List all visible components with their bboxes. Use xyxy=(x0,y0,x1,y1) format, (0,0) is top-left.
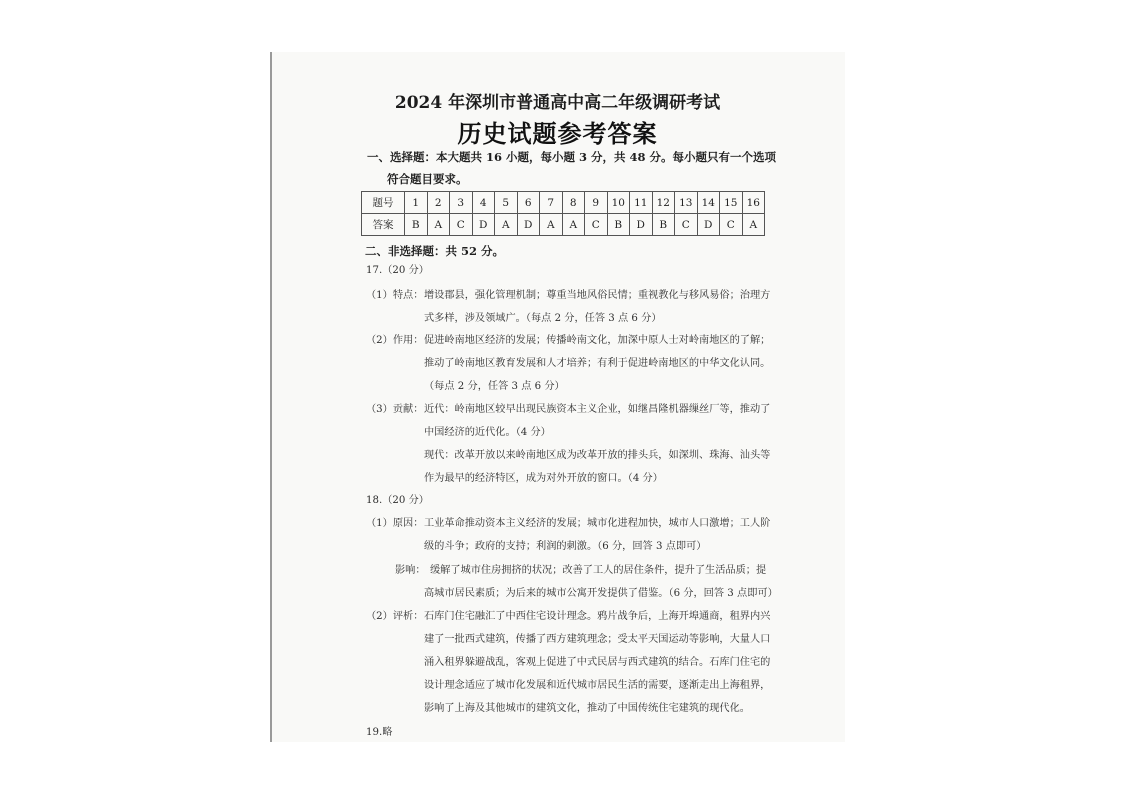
answer-cell: B xyxy=(607,214,630,236)
answer-cell: C xyxy=(450,214,473,236)
q18-part2-line: 设计理念适应了城市化发展和近代城市居民生活的需要，逐渐走出上海租界， xyxy=(424,680,771,691)
q17-part2-line: 促进岭南地区经济的发展；传播岭南文化，加深中原人士对岭南地区的了解； xyxy=(424,335,771,346)
answer-table xyxy=(361,191,765,236)
table-row xyxy=(362,214,765,236)
q18-part1-line: 级的斗争；政府的支持；利润的刺激。（6 分，回答 3 点即可） xyxy=(424,541,707,552)
question-number-cell: 6 xyxy=(517,192,540,214)
answer-cell: C xyxy=(585,214,608,236)
q18-part2-line: 影响了上海及其他城市的建筑文化，推动了中国传统住宅建筑的现代化。 xyxy=(424,703,750,714)
answer-cell: D xyxy=(472,214,495,236)
question-number-cell: 8 xyxy=(562,192,585,214)
q18-part2-label: （2）评析： xyxy=(366,611,424,622)
table-header-cell: 题号 xyxy=(362,192,405,214)
q19-heading: 19.略 xyxy=(366,727,393,738)
question-number-cell: 13 xyxy=(675,192,698,214)
q18-heading: 18.（20 分） xyxy=(366,495,429,506)
question-number-cell: 11 xyxy=(630,192,653,214)
q17-part2-label: （2）作用： xyxy=(366,335,424,346)
q18-part2-line: 建了一批西式建筑，传播了西方建筑理念；受太平天国运动等影响，大量人口 xyxy=(424,634,771,645)
q18-part2-line: 涌入租界躲避战乱，客观上促进了中式民居与西式建筑的结合。石库门住宅的 xyxy=(424,657,771,668)
q17-part3-line: 作为最早的经济特区，成为对外开放的窗口。（4 分） xyxy=(424,473,663,484)
question-number-cell: 5 xyxy=(495,192,518,214)
answer-cell: C xyxy=(675,214,698,236)
answer-cell: A xyxy=(427,214,450,236)
answer-cell: B xyxy=(405,214,428,236)
q17-heading: 17.（20 分） xyxy=(366,265,429,276)
exam-title: 2024 年深圳市普通高中高二年级调研考试 xyxy=(394,93,721,113)
answer-cell: D xyxy=(517,214,540,236)
q18-effect-line: 高城市居民素质；为后来的城市公寓开发提供了借鉴。（6 分，回答 3 点即可） xyxy=(424,588,778,599)
q17-part3-line: 近代：岭南地区较早出现民族资本主义企业，如继昌隆机器缫丝厂等，推动了 xyxy=(424,404,771,415)
table-header-cell: 答案 xyxy=(362,214,405,236)
section1-heading-cont: 符合题目要求。 xyxy=(387,172,468,186)
section1-heading: 一、选择题：本大题共 16 小题，每小题 3 分，共 48 分。每小题只有一个选项 xyxy=(367,150,777,164)
answer-cell: A xyxy=(742,214,765,236)
question-number-cell: 1 xyxy=(405,192,428,214)
q17-part3-line: 中国经济的近代化。（4 分） xyxy=(424,427,551,438)
q18-effect-line: 缓解了城市住房拥挤的状况；改善了工人的居住条件，提升了生活品质；提 xyxy=(430,565,767,576)
q17-part3-label: （3）贡献： xyxy=(366,404,424,415)
question-number-cell: 14 xyxy=(697,192,720,214)
answer-cell: C xyxy=(720,214,743,236)
question-number-cell: 2 xyxy=(427,192,450,214)
q17-part1-line: 式多样，涉及领域广。（每点 2 分，任答 3 点 6 分） xyxy=(424,313,662,324)
q18-effect-label: 影响： xyxy=(395,565,426,576)
table-row xyxy=(362,192,765,214)
q17-part3-line: 现代：改革开放以来岭南地区成为改革开放的排头兵，如深圳、珠海、汕头等 xyxy=(424,450,771,461)
answer-cell: A xyxy=(495,214,518,236)
question-number-cell: 16 xyxy=(742,192,765,214)
answer-cell: B xyxy=(652,214,675,236)
q17-part2-line: 推动了岭南地区教育发展和人才培养；有利于促进岭南地区的中华文化认同。 xyxy=(424,358,771,369)
question-number-cell: 15 xyxy=(720,192,743,214)
q18-part2-line: 石库门住宅融汇了中西住宅设计理念。鸦片战争后，上海开埠通商，租界内兴 xyxy=(424,611,771,622)
q17-part1-label: （1）特点： xyxy=(366,290,424,301)
q18-part1-line: 工业革命推动资本主义经济的发展；城市化进程加快，城市人口激增；工人阶 xyxy=(424,518,771,529)
answer-cell: A xyxy=(540,214,563,236)
answer-cell: D xyxy=(697,214,720,236)
q17-part2-line: （每点 2 分，任答 3 点 6 分） xyxy=(424,381,565,392)
question-number-cell: 7 xyxy=(540,192,563,214)
question-number-cell: 9 xyxy=(585,192,608,214)
q18-part1-label: （1）原因： xyxy=(366,518,424,529)
q17-part1-line: 增设郡县，强化管理机制；尊重当地风俗民情；重视教化与移风易俗；治理方 xyxy=(424,290,771,301)
question-number-cell: 3 xyxy=(450,192,473,214)
answer-cell: A xyxy=(562,214,585,236)
question-number-cell: 12 xyxy=(652,192,675,214)
section2-heading: 二、非选择题：共 52 分。 xyxy=(365,244,505,258)
answer-key-title: 历史试题参考答案 xyxy=(457,119,658,148)
answer-cell: D xyxy=(630,214,653,236)
question-number-cell: 10 xyxy=(607,192,630,214)
page-edge-shadow xyxy=(270,52,272,742)
question-number-cell: 4 xyxy=(472,192,495,214)
